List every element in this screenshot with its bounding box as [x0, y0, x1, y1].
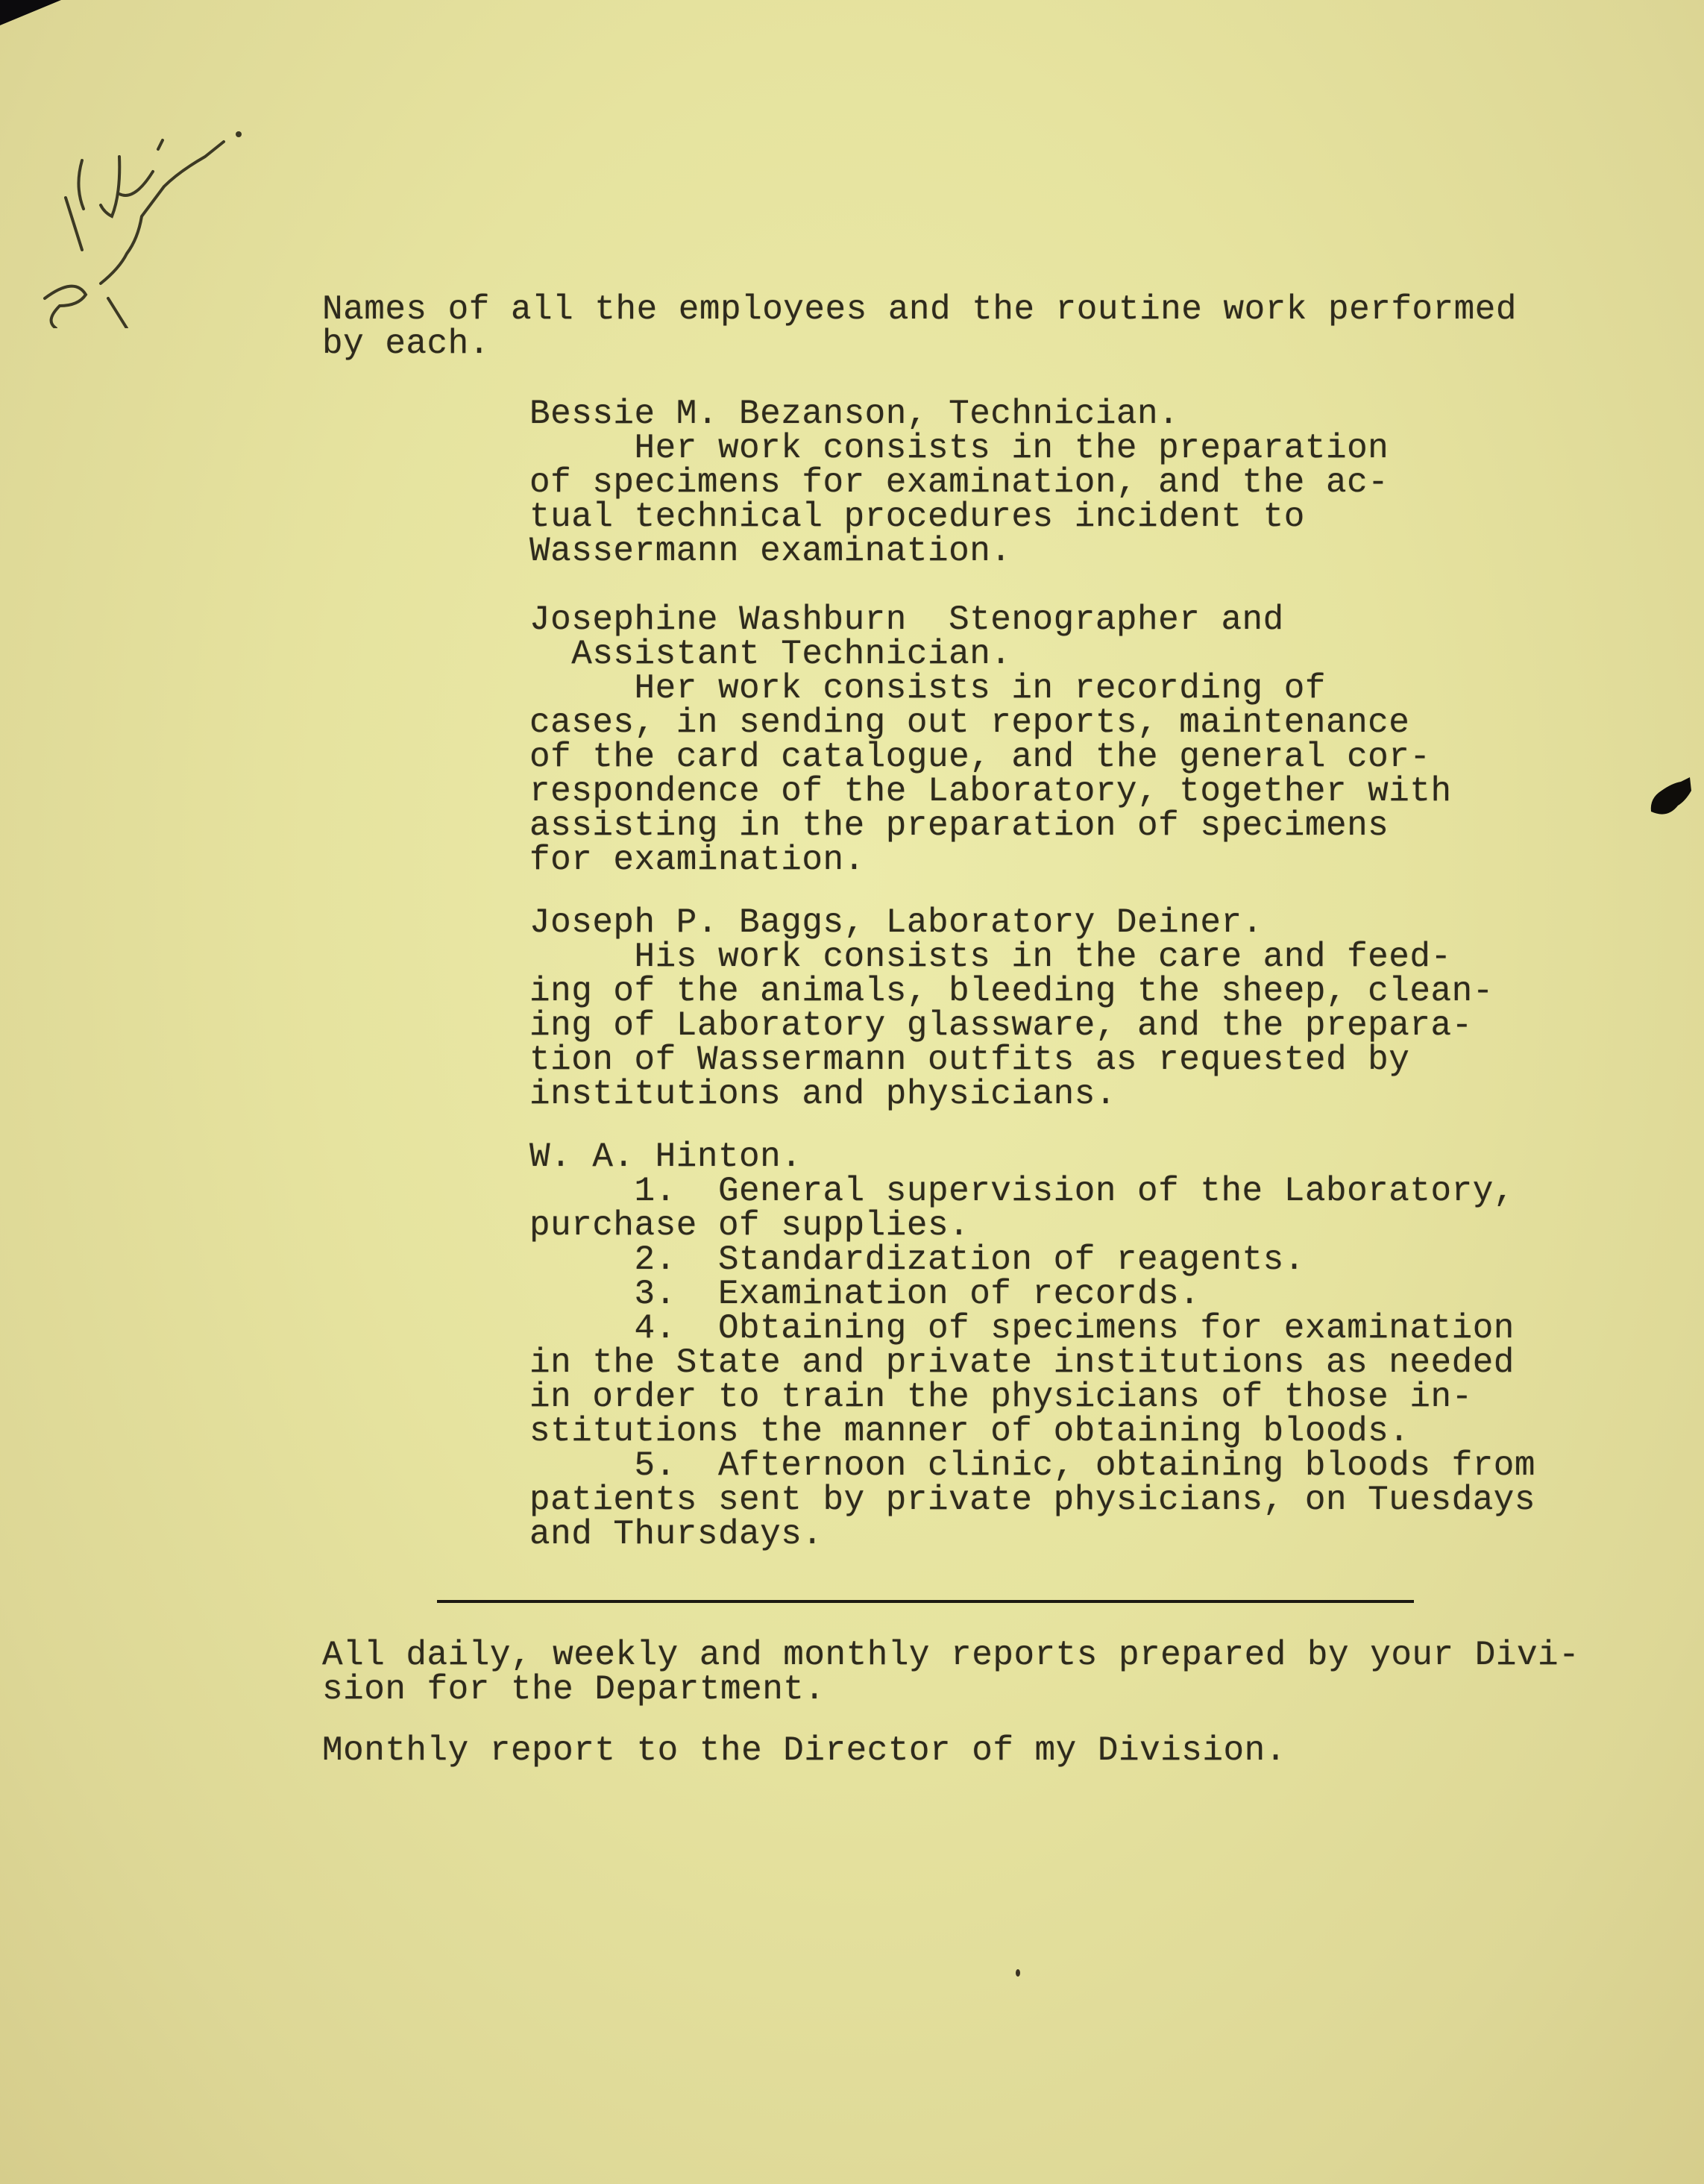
intro-line-1: Names of all the employees and the routine work performed	[322, 290, 1517, 329]
employee-description: tion of Wassermann outfits as requested by	[529, 1041, 1410, 1079]
employee-description: ing of the animals, bleeding the sheep, clean-	[529, 972, 1494, 1011]
employee-description: institutions and physicians.	[529, 1075, 1116, 1114]
employee-description: cases, in sending out reports, maintenance	[529, 703, 1410, 742]
employee-description: Her work consists in recording of	[529, 669, 1326, 708]
employee-heading: Josephine Washburn Stenographer and	[529, 600, 1284, 639]
employee-heading: Assistant Technician.	[529, 635, 1012, 674]
employee-description: respondence of the Laboratory, together with	[529, 772, 1452, 811]
intro-line-2: by each.	[322, 324, 490, 363]
employee-description: ing of Laboratory glassware, and the prepara-	[529, 1006, 1473, 1045]
employee-description: of specimens for examination, and the ac-	[529, 463, 1389, 502]
employee-heading: W. A. Hinton.	[529, 1138, 802, 1176]
duty-item: purchase of supplies.	[529, 1206, 970, 1245]
duty-item: patients sent by private physicians, on Tuesdays	[529, 1481, 1536, 1519]
employee-description: Her work consists in the preparation	[529, 429, 1389, 468]
employee-description: assisting in the preparation of specimens	[529, 806, 1389, 845]
duty-item: in the State and private institutions as needed	[529, 1343, 1515, 1382]
duty-item: in order to train the physicians of those in-	[529, 1378, 1473, 1416]
duty-item: 2. Standardization of reagents.	[529, 1240, 1305, 1279]
reports-answer: Monthly report to the Director of my Division.	[322, 1731, 1286, 1770]
horizontal-rule	[437, 1600, 1414, 1603]
duty-item: 1. General supervision of the Laboratory,	[529, 1172, 1515, 1211]
reports-question-line-2: sion for the Department.	[322, 1670, 826, 1709]
employee-description: of the card catalogue, and the general cor-	[529, 738, 1431, 776]
employee-description: for examination.	[529, 841, 865, 879]
employee-description: His work consists in the care and feed-	[529, 938, 1452, 976]
employee-description: tual technical procedures incident to	[529, 498, 1305, 536]
reports-question-line-1: All daily, weekly and monthly reports prepared by your Divi-	[322, 1636, 1580, 1675]
employee-heading: Bessie M. Bezanson, Technician.	[529, 395, 1180, 433]
duty-item: 5. Afternoon clinic, obtaining bloods from	[529, 1446, 1536, 1485]
duty-item: 3. Examination of records.	[529, 1275, 1201, 1314]
employee-heading: Joseph P. Baggs, Laboratory Deiner.	[529, 903, 1263, 942]
employee-description: Wassermann examination.	[529, 532, 1012, 571]
duty-item: and Thursdays.	[529, 1515, 823, 1554]
duty-item: 4. Obtaining of specimens for examination	[529, 1309, 1515, 1348]
duty-item: stitutions the manner of obtaining bloods.	[529, 1412, 1410, 1451]
